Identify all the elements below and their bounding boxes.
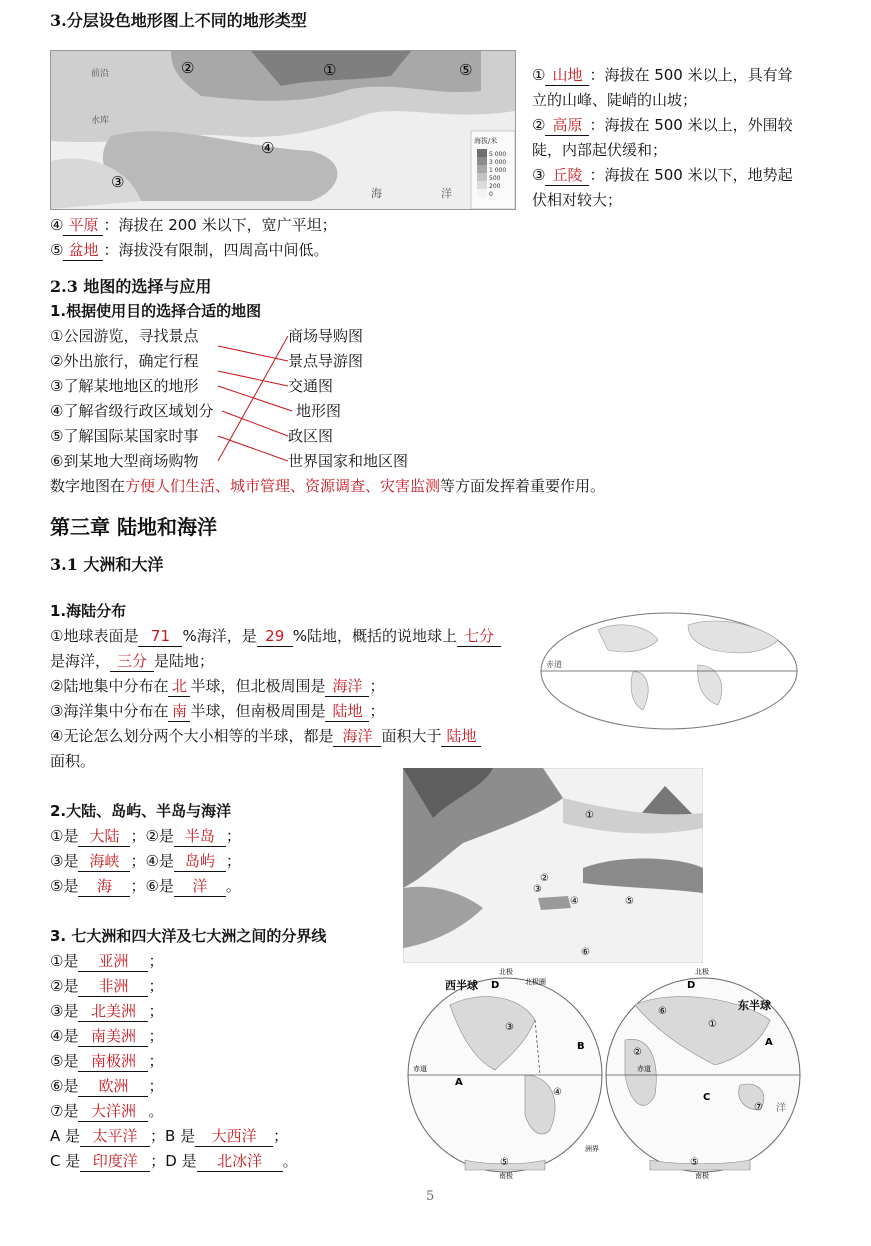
globe-figure [538, 610, 800, 732]
western-hemisphere-label: 西半球 [445, 979, 478, 992]
illus-mark-2: ② [540, 873, 549, 884]
ocean-mark-A-east: A [765, 1037, 773, 1048]
continent-mark-6: ⑥ [658, 1006, 667, 1017]
terrain-item-2-line-a: ② 高原 ：海拔在 500 米以上，外围较 [532, 116, 793, 134]
terrain-item-5: ⑤ 盆地 ：海拔没有限制，四周高中间低。 [50, 241, 329, 259]
land-sea-line-5: ④无论怎么划分两个大小相等的半球，都是 海洋 面积大于 陆地 [50, 725, 481, 747]
ocean-mark-C: C [703, 1092, 711, 1103]
terrain-section-title: 3.分层设色地形图上不同的地形类型 [50, 11, 307, 30]
terrain-mark-5: ⑤ [459, 61, 473, 79]
landform-line-1: ①是 大陆 ；②是 半岛 ； [50, 827, 241, 845]
match-line-1 [218, 346, 288, 361]
terrain-place-2: 水库 [91, 116, 110, 126]
landform-line-2: ③是 海峡 ；④是 岛屿 ； [50, 852, 241, 870]
map-type-4: 地形图 [296, 402, 342, 420]
terrain-item-3-line-a: ③ 丘陵 ：海拔在 500 米以下，地势起 [532, 166, 793, 184]
map-type-6: 世界国家和地区图 [288, 452, 409, 470]
legend-val-3: 500 [489, 175, 501, 182]
ocean-mark-D-west: D [491, 980, 500, 991]
continent-mark-4: ④ [553, 1087, 562, 1098]
legend-val-2: 1 000 [489, 167, 507, 174]
terrain-mark-3: ③ [111, 173, 125, 191]
legend-val-5: 0 [489, 191, 493, 198]
equator-label-east: 赤道 [637, 1065, 651, 1073]
legend-title: 海拔/米 [474, 137, 498, 145]
eastern-hemisphere-label: 东半球 [738, 999, 771, 1012]
continent-island-title: 2.大陆、岛屿、半岛与海洋 [50, 802, 232, 820]
legend-val-1: 3 000 [489, 159, 507, 166]
map-type-2: 景点导游图 [288, 352, 364, 370]
land-sea-line-6: 面积。 [50, 752, 96, 770]
map-type-5: 政区图 [288, 427, 334, 445]
hemispheres-map [405, 965, 805, 1183]
continent-mark-5-west: ⑤ [500, 1157, 509, 1168]
section-3-1-title: 3.1 大洲和大洋 [50, 555, 164, 574]
equator-label-west: 赤道 [413, 1065, 427, 1073]
terrain-item-3-line-b: 伏相对较大； [532, 191, 623, 209]
continent-mark-5-east: ⑤ [690, 1157, 699, 1168]
terrain-item-4: ④ 平原 ：海拔在 200 米以下，宽广平坦； [50, 216, 337, 234]
continent-row-1: ①是 亚洲 ； [50, 952, 164, 970]
purpose-item-4: ④了解省级行政区域划分 [50, 402, 214, 420]
land-sea-line-3: ②陆地集中分布在 北 半球，但北极周围是 海洋 ； [50, 677, 385, 695]
boundary-legend-label: 洲界 [585, 1145, 599, 1153]
match-line-4 [222, 411, 288, 436]
terrain-mark-2: ② [181, 59, 195, 77]
match-line-2 [218, 371, 288, 386]
terrain-item-1-line-a: ① 山地 ：海拔在 500 米以上，具有耸 [532, 66, 793, 84]
legend-val-0: 5 000 [489, 151, 507, 158]
south-pole-label-west: 南极 [499, 1172, 513, 1180]
match-line-5 [218, 436, 288, 461]
ocean-row-cd: C 是 印度洋 ；D 是 北冰洋 。 [50, 1152, 298, 1170]
terrain-mark-1: ① [323, 61, 337, 79]
match-line-3 [218, 386, 292, 411]
landform-line-3: ⑤是 海 ；⑥是 洋 。 [50, 877, 241, 895]
digital-map-sentence: 数字地图在方便人们生活、城市管理、资源调查、灾害监测等方面发挥着重要作用。 [50, 477, 606, 495]
purpose-item-6: ⑥到某地大型商场购物 [50, 452, 199, 470]
continent-mark-7: ⑦ [754, 1102, 763, 1113]
illus-mark-4: ④ [570, 896, 579, 907]
illus-mark-6: ⑥ [581, 947, 590, 958]
map-type-3: 交通图 [288, 377, 334, 395]
continent-row-2: ②是 非洲 ； [50, 977, 164, 995]
section-2-3-title: 2.3 地图的选择与应用 [50, 277, 212, 296]
illus-mark-5: ⑤ [625, 896, 634, 907]
purpose-item-5: ⑤了解国际某国家时事 [50, 427, 199, 445]
continent-row-5: ⑤是 南极洲 ； [50, 1052, 164, 1070]
continent-mark-3: ③ [505, 1022, 514, 1033]
terrain-item-1-line-b: 立的山峰、陡峭的山坡； [532, 91, 698, 109]
continent-mark-2: ② [633, 1047, 642, 1058]
ocean-row-ab: A 是 太平洋 ；B 是 大西洋 ； [50, 1127, 289, 1145]
illus-mark-1: ① [585, 810, 594, 821]
map-type-1: 商场导购图 [288, 327, 364, 345]
chapter-3-title: 第三章 陆地和海洋 [50, 515, 217, 539]
illus-mark-3: ③ [533, 884, 542, 895]
matching-lines [0, 0, 871, 480]
globe-equator-label: 赤道 [546, 660, 562, 669]
purpose-item-2: ②外出旅行，确定行程 [50, 352, 199, 370]
land-sea-title: 1.海陆分布 [50, 602, 127, 620]
arctic-circle-label: 北极圈 [525, 978, 546, 986]
land-sea-line-4: ③海洋集中分布在 南 半球，但南极周围是 陆地 ； [50, 702, 385, 720]
legend-val-4: 200 [489, 183, 501, 190]
landform-illustration [403, 768, 703, 963]
ocean-mark-D-east: D [687, 980, 696, 991]
purpose-item-1: ①公园游览，寻找景点 [50, 327, 199, 345]
continent-row-7: ⑦是 大洋洲 。 [50, 1102, 164, 1120]
terrain-ocean-label: 洋 [441, 187, 452, 200]
ocean-char-label: 洋 [776, 1103, 786, 1114]
terrain-mark-4: ④ [261, 139, 275, 157]
match-line-6 [218, 336, 288, 461]
continent-row-3: ③是 北美洲 ； [50, 1002, 164, 1020]
south-pole-label-east: 南极 [695, 1172, 709, 1180]
continent-row-4: ④是 南美洲 ； [50, 1027, 164, 1045]
purpose-item-3: ③了解某地地区的地形 [50, 377, 199, 395]
land-sea-line-2: 是海洋， 三分 是陆地； [50, 652, 215, 670]
north-pole-label-west: 北极 [499, 968, 513, 976]
map-choice-subtitle: 1.根据使用目的选择合适的地图 [50, 302, 262, 320]
ocean-mark-B: B [577, 1041, 585, 1052]
terrain-place-1: 前沿 [91, 69, 110, 79]
terrain-item-2-line-b: 陡，内部起伏缓和； [532, 141, 668, 159]
north-pole-label-east: 北极 [695, 968, 709, 976]
ocean-mark-A: A [455, 1077, 463, 1088]
continent-mark-1: ① [708, 1019, 717, 1030]
land-sea-line-1: ①地球表面是 71 %海洋，是 29 %陆地，概括的说地球上 七分 [50, 625, 501, 647]
continent-row-6: ⑥是 欧洲 ； [50, 1077, 164, 1095]
page-number: 5 [426, 1189, 435, 1204]
continents-oceans-title: 3. 七大洲和四大洋及七大洲之间的分界线 [50, 927, 327, 945]
terrain-sea-label: 海 [371, 187, 382, 200]
